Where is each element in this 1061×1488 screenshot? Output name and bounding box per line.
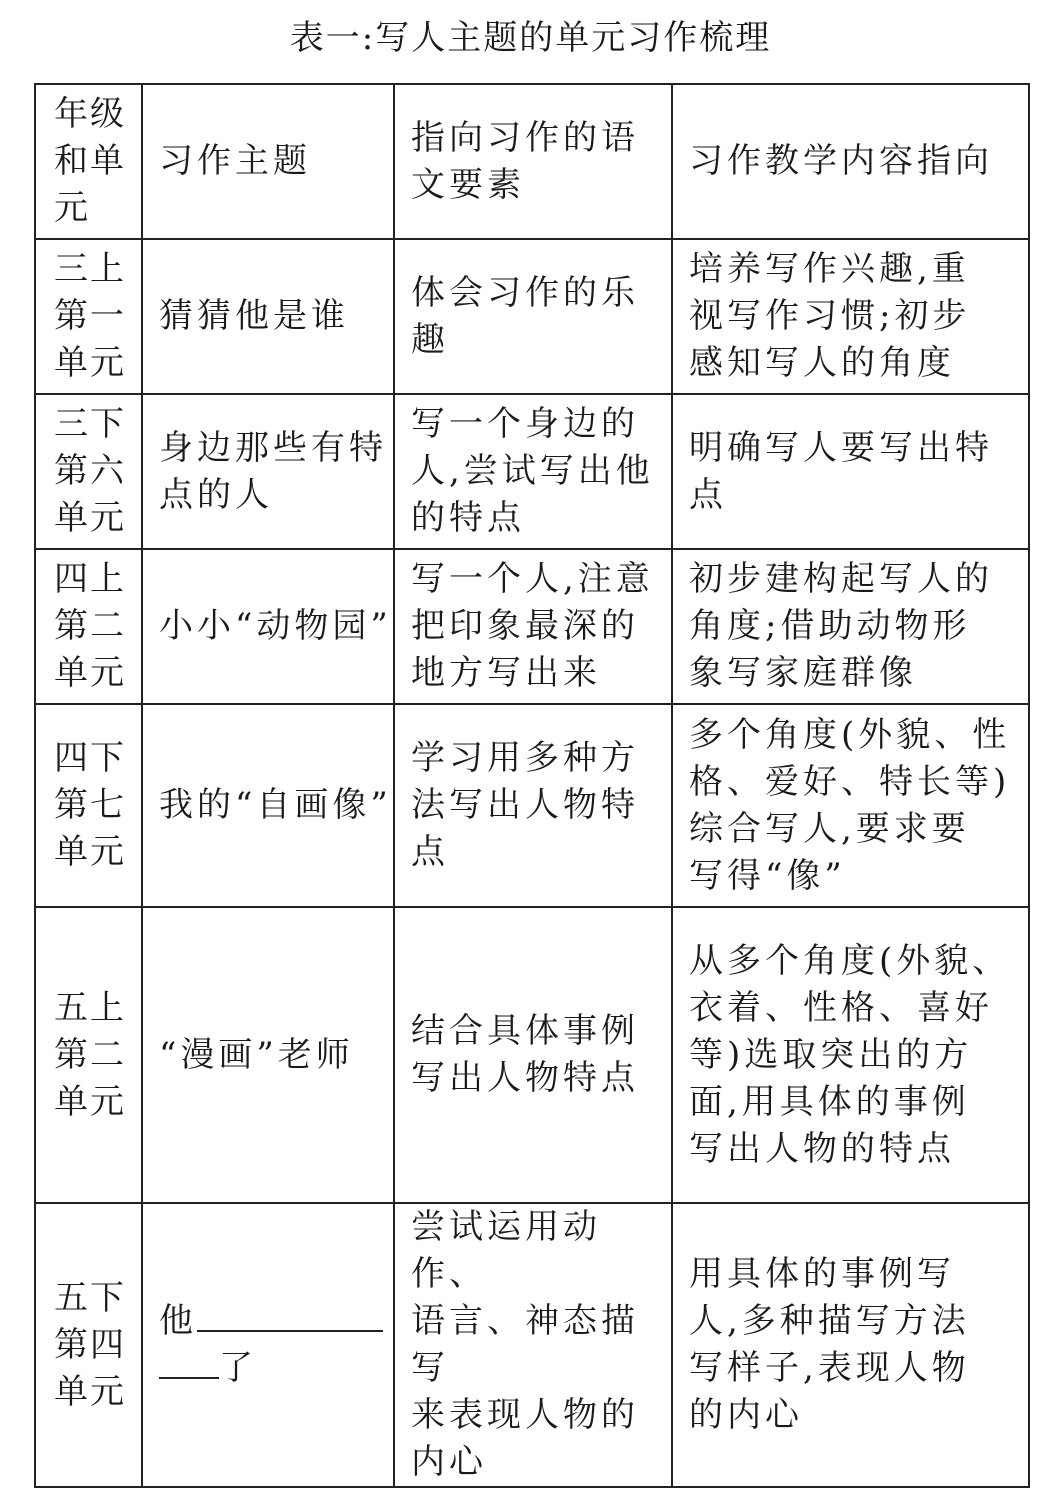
table-row <box>35 907 1029 1203</box>
topic-cell: 小小“动物园” <box>142 549 394 704</box>
content-cell: 培养写作兴趣,重 视写作习惯;初步 感知写人的角度 <box>672 239 1029 394</box>
table-row <box>35 549 1029 704</box>
table-row <box>35 394 1029 549</box>
content-cell: 从多个角度(外貌、 衣着、性格、喜好 等)选取突出的方 面,用具体的事例 写出人物的特点 <box>672 907 1029 1203</box>
topic-cell: 我的“自画像” <box>142 704 394 907</box>
fill-in-blank-line <box>159 1347 219 1379</box>
content-cell: 初步建构起写人的 角度;借助动物形 象写家庭群像 <box>672 549 1029 704</box>
grade-cell: 三下 第六 单元 <box>35 394 142 549</box>
header-teaching-content: 习作教学内容指向 <box>672 84 1029 239</box>
header-grade-unit: 年级 和单 元 <box>35 84 142 239</box>
element-cell: 体会习作的乐 趣 <box>394 239 672 394</box>
grade-cell: 五上 第二 单元 <box>35 907 142 1203</box>
element-cell: 尝试运用动作、 语言、神态描写 来表现人物的 内心 <box>394 1203 672 1487</box>
table-header-row <box>35 84 1029 239</box>
topic-suffix: 了 <box>219 1348 257 1388</box>
content-cell: 多个角度(外貌、性 格、爱好、特长等) 综合写人,要求要 写得“像” <box>672 704 1029 907</box>
element-cell: 写一个身边的 人,尝试写出他 的特点 <box>394 394 672 549</box>
topic-cell: 猜猜他是谁 <box>142 239 394 394</box>
grade-cell: 四下 第七 单元 <box>35 704 142 907</box>
writing-units-table <box>34 83 1030 1488</box>
topic-prefix: 他 <box>159 1301 197 1341</box>
fill-in-blank-line <box>197 1300 383 1332</box>
element-cell: 学习用多种方 法写出人物特 点 <box>394 704 672 907</box>
table-row <box>35 704 1029 907</box>
content-cell: 用具体的事例写 人,多种描写方法 写样子,表现人物 的内心 <box>672 1203 1029 1487</box>
element-cell: 结合具体事例 写出人物特点 <box>394 907 672 1203</box>
topic-cell: 身边那些有特 点的人 <box>142 394 394 549</box>
grade-cell: 四上 第二 单元 <box>35 549 142 704</box>
content-cell: 明确写人要写出特 点 <box>672 394 1029 549</box>
topic-cell: “漫画”老师 <box>142 907 394 1203</box>
table-row <box>35 1203 1029 1487</box>
element-cell: 写一个人,注意 把印象最深的 地方写出来 <box>394 549 672 704</box>
grade-cell: 三上 第一 单元 <box>35 239 142 394</box>
grade-cell: 五下 第四 单元 <box>35 1203 142 1487</box>
table-row <box>35 239 1029 394</box>
header-topic: 习作主题 <box>142 84 394 239</box>
topic-cell <box>142 1203 394 1487</box>
table-title: 表一:写人主题的单元习作梳理 <box>289 18 772 58</box>
header-language-element: 指向习作的语 文要素 <box>394 84 672 239</box>
